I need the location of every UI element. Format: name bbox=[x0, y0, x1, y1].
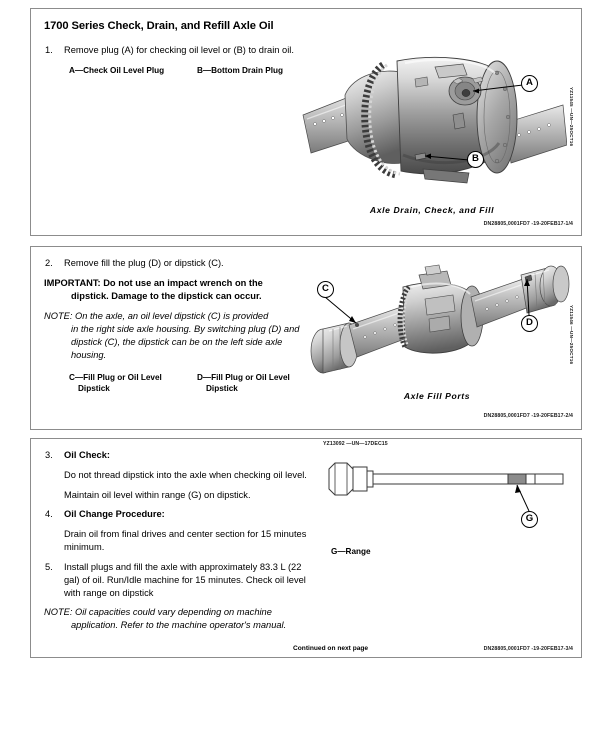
important-notice-cont: dipstick. Damage to the dipstick can occur. bbox=[71, 290, 262, 301]
axle-housing-illustration bbox=[297, 23, 567, 201]
important-notice bbox=[44, 277, 312, 303]
legend-item-c bbox=[69, 373, 197, 394]
step-3-number: 3. bbox=[45, 450, 53, 460]
note-3 bbox=[44, 606, 312, 632]
step-4-number: 4. bbox=[45, 509, 53, 520]
panel-2-legend bbox=[69, 373, 325, 394]
step-3 bbox=[44, 449, 312, 462]
callout-a: A bbox=[521, 75, 538, 92]
panel-3-text-column bbox=[44, 449, 312, 640]
figure-3-top-id: YZ13092 —UN—17DEC15 bbox=[323, 441, 388, 447]
callout-g: G bbox=[521, 511, 538, 528]
figure-3-doc-id: DN28805,0001FD7 -19-20FEB17-3/4 bbox=[483, 646, 573, 652]
step-2-text: Remove fill the plug (D) or dipstick (C). bbox=[64, 258, 224, 268]
legend-row bbox=[331, 547, 459, 558]
legend-row bbox=[69, 66, 325, 77]
step-5 bbox=[44, 561, 312, 599]
axle-housing-svg bbox=[297, 23, 567, 201]
step-3-heading: Oil Check: bbox=[64, 450, 110, 460]
legend-item-g-label: G—Range bbox=[331, 547, 371, 556]
panel-2-text-column bbox=[44, 257, 312, 370]
step-2-number: 2. bbox=[45, 258, 53, 268]
page-title: 1700 Series Check, Drain, and Refill Axle Oil bbox=[44, 20, 274, 32]
legend-item-c-label2: Dipstick bbox=[78, 383, 110, 393]
step-2 bbox=[44, 257, 312, 270]
legend-item-d-label: D—Fill Plug or Oil Level bbox=[197, 373, 290, 382]
note-2-cont: in the right side axle housing. By switching plug (D) and dipstick (C), the dipstick can be on the left side axle housing. bbox=[71, 324, 300, 360]
continued-label: Continued on next page bbox=[293, 645, 369, 652]
callout-c: C bbox=[317, 281, 334, 298]
panel-1-legend bbox=[69, 66, 325, 77]
step-4 bbox=[44, 508, 312, 521]
dipstick-svg bbox=[323, 447, 573, 547]
note-2 bbox=[44, 310, 312, 361]
legend-item-c-label: C—Fill Plug or Oil Level bbox=[69, 373, 162, 382]
figure-2-caption: Axle Fill Ports bbox=[403, 391, 471, 401]
step-5-number: 5. bbox=[45, 561, 53, 572]
note-3-cont: application. Refer to the machine operator's manual. bbox=[71, 620, 287, 631]
axle-assembly-illustration bbox=[299, 253, 575, 385]
step-1 bbox=[44, 44, 312, 57]
figure-1-doc-id: DN28805,0001FD7 -19-20FEB17-1/4 bbox=[483, 221, 573, 227]
dipstick-illustration bbox=[323, 447, 573, 547]
callout-b: B bbox=[467, 151, 484, 168]
legend-item-b-label: B—Bottom Drain Plug bbox=[197, 66, 283, 75]
step-4-sub-1: Drain oil from final drives and center section for 15 minutes minimum. bbox=[64, 529, 307, 553]
panel-3-legend bbox=[331, 547, 459, 558]
step-4-heading: Oil Change Procedure: bbox=[64, 509, 165, 520]
panel-1-text-column bbox=[44, 19, 312, 64]
figure-1-vertical-id: YZ11545 —UN—25OCT16 bbox=[569, 87, 574, 147]
legend-item-a-label: A—Check Oil Level Plug bbox=[69, 66, 165, 75]
legend-row bbox=[69, 373, 325, 394]
callout-d: D bbox=[521, 315, 538, 332]
step-1-text: Remove plug (A) for checking oil level or (B) to drain oil. bbox=[64, 45, 294, 55]
important-notice-lead: IMPORTANT: Do not use an impact wrench on the bbox=[44, 277, 263, 288]
step-5-text: Install plugs and fill the axle with approximately 83.3 L (22 gal) of oil. Run/Idle machine for 15 minutes. Check oil level with range on dipstick bbox=[64, 561, 306, 598]
step-1-number: 1. bbox=[45, 45, 53, 55]
step-3-sub-1: Do not thread dipstick into the axle when checking oil level. bbox=[64, 469, 307, 480]
legend-item-a bbox=[69, 66, 197, 77]
legend-item-g bbox=[331, 547, 459, 558]
figure-2-vertical-id: YZ11546 —UN—25OCT16 bbox=[569, 305, 574, 365]
content-panel-2 bbox=[30, 246, 582, 430]
figure-2-doc-id: DN28805,0001FD7 -19-20FEB17-2/4 bbox=[483, 413, 573, 419]
note-2-lead: NOTE: On the axle, an oil level dipstick (C) is provided bbox=[44, 311, 269, 322]
legend-item-d-label2: Dipstick bbox=[206, 383, 238, 393]
note-3-lead: NOTE: Oil capacities could vary depending on machine bbox=[44, 607, 272, 618]
content-panel-3 bbox=[30, 438, 582, 658]
step-3-sub-2: Maintain oil level within range (G) on dipstick. bbox=[64, 489, 251, 500]
figure-1-caption: Axle Drain, Check, and Fill bbox=[369, 205, 495, 215]
content-panel-1 bbox=[30, 8, 582, 236]
